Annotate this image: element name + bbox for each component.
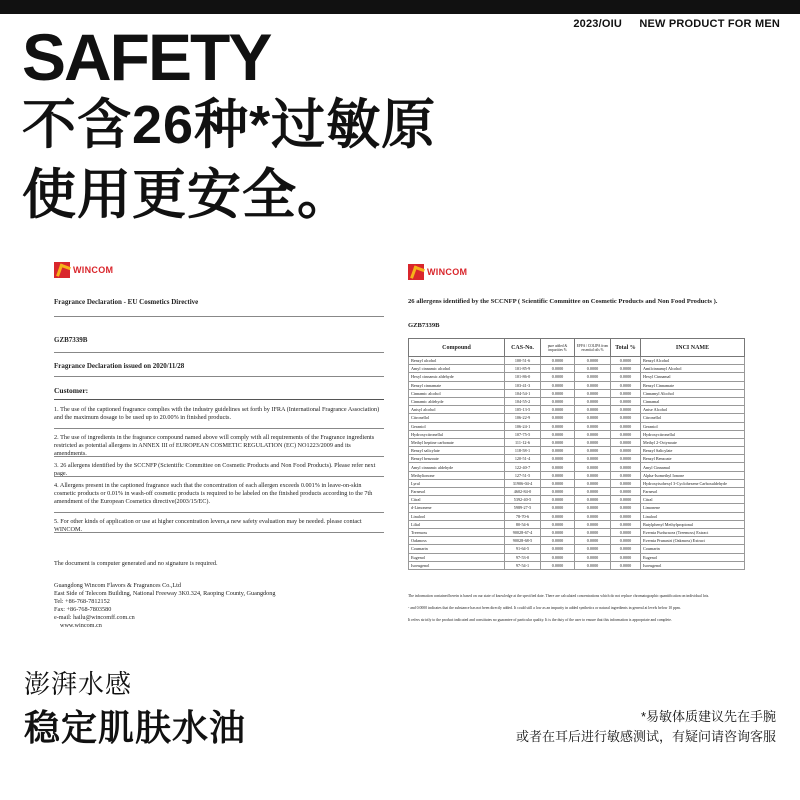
table-row (409, 438, 745, 446)
table-cell: 0.0000 (541, 381, 575, 389)
table-cell: 103-41-3 (505, 381, 541, 389)
feature-line-1: 澎湃水感 (24, 669, 133, 699)
table-cell: 0.0000 (611, 496, 641, 504)
table-cell: 0.0000 (541, 496, 575, 504)
divider (54, 352, 384, 353)
table-cell: 0.0000 (575, 389, 611, 397)
table-cell: 0.0000 (575, 488, 611, 496)
table-cell: 0.0000 (575, 537, 611, 545)
company-address: East Side of Telecom Building, National Freeway 3K0.324, Raoping County, Guangdong (54, 590, 276, 597)
table-cell: 4602-84-0 (505, 488, 541, 496)
table-cell: Treemoss (409, 528, 505, 536)
table-row (409, 406, 745, 414)
table-cell: 0.0000 (575, 438, 611, 446)
table-cell: 0.0000 (611, 389, 641, 397)
table-cell: 120-51-4 (505, 455, 541, 463)
table-cell: 0.0000 (611, 537, 641, 545)
table-cell: Benzyl benzoate (409, 455, 505, 463)
table-cell: 0.0000 (611, 406, 641, 414)
table-cell: Lyral (409, 479, 505, 487)
doc-customer: Customer: (54, 386, 89, 395)
company-name: Guangdong Wincom Flavors & Fragrances Co.,Ltd (54, 582, 181, 589)
top-bar (0, 0, 800, 14)
table-cell: 0.0000 (575, 422, 611, 430)
table-cell: 0.0000 (611, 447, 641, 455)
table-cell: 0.0000 (541, 438, 575, 446)
table-cell: 0.0000 (541, 463, 575, 471)
table-cell: 0.0000 (541, 455, 575, 463)
table-cell: Farnesol (409, 488, 505, 496)
divider (54, 376, 384, 377)
table-cell: 0.0000 (541, 365, 575, 373)
allergen-title: 26 allergens identified by the SCCNFP ( Scientific Committee on Cosmetic Products and Non Food Products ). (408, 298, 718, 305)
table-cell: 0.0000 (541, 397, 575, 405)
table-cell: Citronellol (641, 414, 745, 422)
table-cell: 0.0000 (541, 520, 575, 528)
table-cell: Evernia Furfuracea (Treemoss) Extract (641, 528, 745, 536)
table-cell: Cinnamic aldehyde (409, 397, 505, 405)
table-cell: Cinnamyl Alcohol (641, 389, 745, 397)
table-cell: 0.0000 (611, 561, 641, 569)
table-cell: Eugenol (409, 553, 505, 561)
table-cell: Citronellol (409, 414, 505, 422)
table-cell: Oakmoss (409, 537, 505, 545)
headline-cn-line2: 使用更安全。 (22, 165, 352, 225)
table-cell: Hydroxyisohexyl 3-Cyclohexene Carboxaldehyde (641, 479, 745, 487)
table-cell: Benzyl Salicylate (641, 447, 745, 455)
table-cell: 0.0000 (541, 389, 575, 397)
column-header: EFFA / COLIPA from essential oils % (575, 339, 611, 357)
divider (54, 399, 384, 400)
table-cell: Anisyl alcohol (409, 406, 505, 414)
wincom-logo-icon (408, 264, 424, 280)
table-cell: Benzyl Alcohol (641, 357, 745, 365)
table-cell: Amyl cinnamic alcohol (409, 365, 505, 373)
table-cell: 111-12-6 (505, 438, 541, 446)
table-cell: Linalool (641, 512, 745, 520)
table-cell: 5392-40-5 (505, 496, 541, 504)
table-cell: 0.0000 (575, 406, 611, 414)
sensitive-note-2: 或者在耳后进行敏感测试，有疑问请咨询客服 (515, 729, 776, 744)
company-fax: Fax: +86-768-7803580 (54, 606, 112, 613)
table-cell: 0.0000 (541, 545, 575, 553)
table-row (409, 430, 745, 438)
table-cell: 118-58-1 (505, 447, 541, 455)
table-row (409, 471, 745, 479)
table-cell: Cinnamal (641, 397, 745, 405)
table-cell: 0.0000 (541, 414, 575, 422)
table-cell: 100-51-6 (505, 357, 541, 365)
sensitive-note-1: *易敏体质建议先在手腕 (640, 709, 776, 724)
table-cell: 104-55-2 (505, 397, 541, 405)
table-cell: 5989-27-5 (505, 504, 541, 512)
table-cell: Lilial (409, 520, 505, 528)
table-row (409, 447, 745, 455)
table-cell: 0.0000 (541, 504, 575, 512)
table-row (409, 463, 745, 471)
table-cell: Limonene (641, 504, 745, 512)
table-row (409, 520, 745, 528)
column-header: INCI NAME (641, 339, 745, 357)
divider (54, 316, 384, 317)
table-cell: 0.0000 (611, 422, 641, 430)
table-cell: Hydroxycitronellal (409, 430, 505, 438)
table-cell: 0.0000 (541, 488, 575, 496)
table-cell: Coumarin (641, 545, 745, 553)
paragraph-1: 1. The use of the captioned fragrance complies with the industry guidelines set forth by IFRA (International Fragrance Association) and the maximum dosage to be used up to 20.00% in finished products. (54, 406, 380, 421)
divider (54, 476, 384, 477)
table-cell: Geraniol (409, 422, 505, 430)
company-tel: Tel: +86-768-7812152 (54, 598, 110, 605)
table-cell: 106-22-9 (505, 414, 541, 422)
table-cell: 0.0000 (611, 365, 641, 373)
table-cell: 90028-67-4 (505, 528, 541, 536)
table-cell: Isoeugenol (409, 561, 505, 569)
table-cell: Evernia Prunastri (Oakmoss) Extract (641, 537, 745, 545)
table-row (409, 373, 745, 381)
table-cell: Citral (409, 496, 505, 504)
table-cell: 0.0000 (611, 397, 641, 405)
table-cell: Benzyl alcohol (409, 357, 505, 365)
table-row (409, 381, 745, 389)
table-cell: 0.0000 (541, 561, 575, 569)
table-row (409, 357, 745, 365)
table-cell: 0.0000 (575, 365, 611, 373)
table-row (409, 397, 745, 405)
table-row (409, 455, 745, 463)
paragraph-3: 3. 26 allergens identified by the SCCNFP (Scientific Committee on Cosmetic Products and Non Food Products). Please refer next page. (54, 462, 376, 477)
table-row (409, 422, 745, 430)
top-meta (559, 18, 780, 30)
year-code: 2023/OIU (573, 18, 623, 30)
table-cell: 0.0000 (611, 463, 641, 471)
table-cell: 0.0000 (541, 430, 575, 438)
doc-issued: Fragrance Declaration issued on 2020/11/28 (54, 362, 185, 370)
divider (54, 456, 384, 457)
allergen-code: GZB7339B (408, 322, 440, 329)
table-cell: Amyl cinnamic aldehyde (409, 463, 505, 471)
table-row (409, 414, 745, 422)
table-cell: 0.0000 (611, 357, 641, 365)
table-cell: 0.0000 (611, 373, 641, 381)
table-cell: 90028-68-5 (505, 537, 541, 545)
table-cell: 97-53-0 (505, 553, 541, 561)
table-cell: 104-54-1 (505, 389, 541, 397)
wincom-logo-icon (54, 262, 70, 278)
table-cell: 101-86-0 (505, 373, 541, 381)
table-cell: 101-85-9 (505, 365, 541, 373)
table-header-row (409, 339, 745, 357)
table-cell: Geraniol (641, 422, 745, 430)
table-row (409, 479, 745, 487)
table-cell: 80-54-6 (505, 520, 541, 528)
table-row (409, 496, 745, 504)
table-cell: 0.0000 (611, 455, 641, 463)
table-row (409, 561, 745, 569)
table-cell: 0.0000 (541, 512, 575, 520)
table-cell: Amilcinnamyl Alcohol (641, 365, 745, 373)
table-cell: 0.0000 (575, 373, 611, 381)
table-cell: 106-24-1 (505, 422, 541, 430)
wincom-logo: WINCOM (408, 264, 467, 280)
table-cell: 0.0000 (575, 496, 611, 504)
table-cell: Hexyl Cinnamal (641, 373, 745, 381)
table-cell: Eugenol (641, 553, 745, 561)
table-cell: Cinnamic alcohol (409, 389, 505, 397)
table-cell: Hexyl cinnamic aldehyde (409, 373, 505, 381)
table-row (409, 365, 745, 373)
table-cell: 97-54-1 (505, 561, 541, 569)
doc-code: GZB7339B (54, 336, 88, 344)
table-cell: Benzyl cinnamate (409, 381, 505, 389)
declaration-document (48, 256, 394, 646)
table-cell: 0.0000 (575, 545, 611, 553)
table-cell: Butylphenyl Methylpropional (641, 520, 745, 528)
table-cell: 31906-04-4 (505, 479, 541, 487)
table-cell: 0.0000 (611, 471, 641, 479)
table-cell: 0.0000 (541, 406, 575, 414)
table-cell: Anise Alcohol (641, 406, 745, 414)
disclaimer: The document is computer generated and no signature is required. (54, 560, 218, 567)
table-row (409, 553, 745, 561)
table-cell: 0.0000 (611, 438, 641, 446)
table-cell: 0.0000 (541, 528, 575, 536)
divider (54, 512, 384, 513)
table-cell: 0.0000 (541, 471, 575, 479)
note-2: - and 0.0000 indicates that the substance has not been directly added. It could still a low as an impurity in added synthetics or natural ingredients in general at levels below 10 ppm. (408, 606, 681, 610)
table-cell: 0.0000 (575, 512, 611, 520)
wincom-logo: WINCOM (54, 262, 113, 278)
table-cell: 0.0000 (575, 414, 611, 422)
table-cell: 122-40-7 (505, 463, 541, 471)
table-row (409, 545, 745, 553)
table-cell: 105-13-5 (505, 406, 541, 414)
note-1: The information contained herein is based on our state of knowledge at the specified date. There are calculated concentrations which do not replace chromatographic quantification on individual lots. (408, 594, 710, 598)
table-row (409, 504, 745, 512)
feature-line-2: 稳定肌肤水油 (24, 707, 247, 748)
table-cell: Citral (641, 496, 745, 504)
table-cell: 91-64-5 (505, 545, 541, 553)
table-row (409, 389, 745, 397)
table-cell: 0.0000 (611, 545, 641, 553)
table-cell: Benzyl salicylate (409, 447, 505, 455)
column-header: Compound (409, 339, 505, 357)
table-cell: 0.0000 (575, 447, 611, 455)
table-row (409, 537, 745, 545)
table-cell: 0.0000 (611, 512, 641, 520)
note-3: It refers strictly to the product indicated and constitutes no guarantee of particular quality. It is the duty of the user to ensure that this information is appropriate and complete. (408, 618, 672, 622)
table-cell: Isoeugenol (641, 561, 745, 569)
company-web: www.wincom.cn (60, 622, 102, 629)
divider (54, 428, 384, 429)
paragraph-5: 5. For other kinds of application or use at higher concentration levers,a new safety evaluation may be needed. please contact WINCOM. (54, 518, 362, 533)
column-header: pure added & impurities % (541, 339, 575, 357)
table-cell: 0.0000 (541, 537, 575, 545)
table-cell: 0.0000 (541, 553, 575, 561)
paragraph-2: 2. The use of ingredients in the fragrance compound named above will comply with all requirements of the Fragrance ingredients restricted as potential allergens in ANNEX III of EUROPEAN COSMETIC REGULATION (EC) NO1223/2009 and its amendments. (54, 434, 375, 457)
allergen-document (402, 256, 754, 646)
table-row (409, 488, 745, 496)
divider (54, 532, 384, 533)
table-cell: 0.0000 (611, 381, 641, 389)
table-cell: Hydroxycitronellal (641, 430, 745, 438)
table-cell: Coumarin (409, 545, 505, 553)
table-cell: Alpha-Isomethyl Ionone (641, 471, 745, 479)
table-cell: 0.0000 (575, 455, 611, 463)
table-cell: 107-75-5 (505, 430, 541, 438)
table-cell: 0.0000 (611, 430, 641, 438)
table-cell: 0.0000 (575, 397, 611, 405)
allergen-table (408, 338, 745, 570)
table-cell: 0.0000 (575, 381, 611, 389)
table-cell: Benzyl Benzoate (641, 455, 745, 463)
column-header: CAS-No. (505, 339, 541, 357)
table-cell: 0.0000 (611, 520, 641, 528)
table-cell: 0.0000 (611, 488, 641, 496)
table-cell: 78-70-6 (505, 512, 541, 520)
table-cell: 0.0000 (575, 553, 611, 561)
table-cell: 0.0000 (575, 479, 611, 487)
table-cell: 0.0000 (611, 479, 641, 487)
table-cell: 0.0000 (575, 528, 611, 536)
table-cell: 0.0000 (611, 504, 641, 512)
tagline: NEW PRODUCT FOR MEN (639, 18, 780, 30)
table-cell: 0.0000 (541, 479, 575, 487)
table-cell: 127-51-5 (505, 471, 541, 479)
headline-cn-line1: 不含26种*过敏原 (22, 95, 437, 155)
table-cell: 0.0000 (611, 553, 641, 561)
table-cell: 0.0000 (575, 561, 611, 569)
table-cell: 0.0000 (575, 463, 611, 471)
table-cell: 0.0000 (541, 422, 575, 430)
company-email: e-mail: hailu@wincomff.com.cn (54, 614, 135, 621)
doc-title: Fragrance Declaration - EU Cosmetics Directive (54, 298, 199, 306)
table-cell: Linalool (409, 512, 505, 520)
table-cell: 0.0000 (541, 373, 575, 381)
table-cell: 0.0000 (611, 528, 641, 536)
table-cell: 0.0000 (575, 504, 611, 512)
table-cell: Methyl heptine carbonate (409, 438, 505, 446)
table-cell: 0.0000 (575, 471, 611, 479)
table-cell: 0.0000 (541, 357, 575, 365)
table-cell: Farnesol (641, 488, 745, 496)
headline-safety: SAFETY (22, 20, 271, 94)
table-cell: 0.0000 (575, 357, 611, 365)
table-cell: Benzyl Cinnamate (641, 381, 745, 389)
table-cell: 0.0000 (575, 520, 611, 528)
table-cell: Methyl 2-Octynoate (641, 438, 745, 446)
column-header: Total % (611, 339, 641, 357)
table-cell: Amyl Cinnamal (641, 463, 745, 471)
table-cell: 0.0000 (575, 430, 611, 438)
table-row (409, 512, 745, 520)
table-cell: 0.0000 (541, 447, 575, 455)
table-cell: Methylionone (409, 471, 505, 479)
paragraph-4: 4. Allergens present in the captioned fragrance such that the concentration of each allergen exceeds 0.001% in leave-on-skin cosmetic products or 0.01% in wash-off cosmetic products is required to be labeled on the finished products according to the 7th amendment of the European Cosmetics directive(2003/15/EC). (54, 482, 373, 505)
table-cell: d-Limonene (409, 504, 505, 512)
table-row (409, 528, 745, 536)
table-cell: 0.0000 (611, 414, 641, 422)
